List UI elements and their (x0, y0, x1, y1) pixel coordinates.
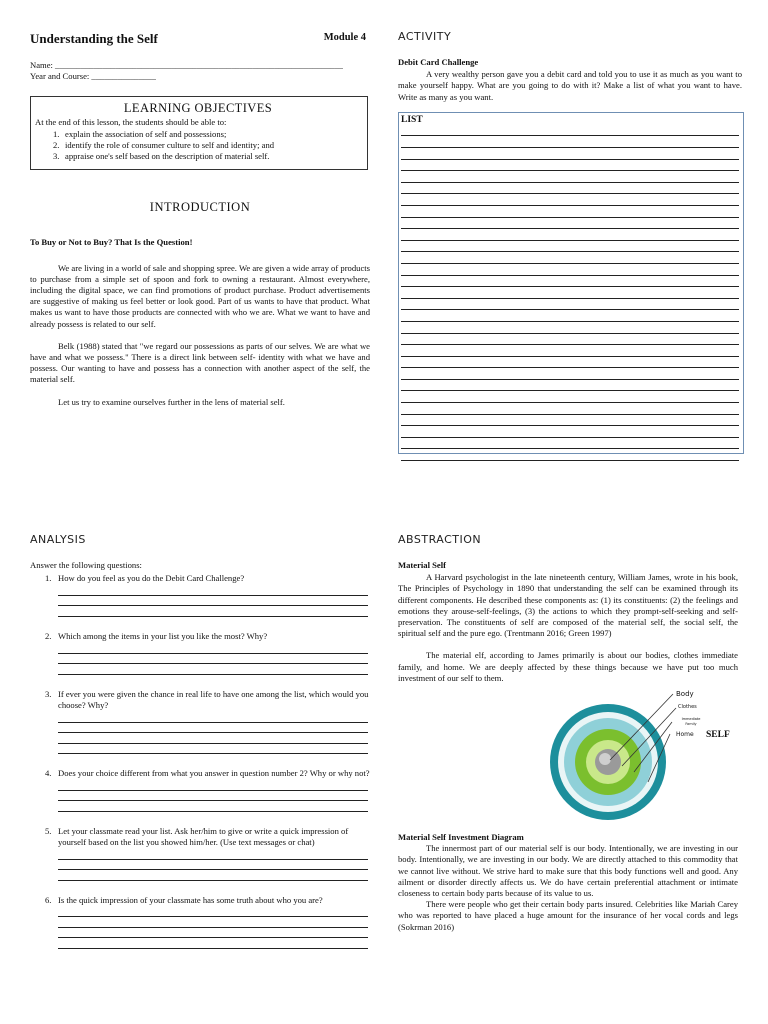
activity-subheading: Debit Card Challenge (398, 57, 479, 67)
answer-line[interactable] (58, 643, 368, 654)
list-entry-line[interactable] (401, 380, 739, 392)
left-bottom-column (30, 533, 370, 949)
diagram-title: Material Self Investment Diagram (398, 832, 524, 843)
list-entry-line[interactable] (401, 194, 739, 206)
answer-lines[interactable] (58, 643, 370, 675)
question-number: 3. (45, 688, 52, 699)
abstraction-paragraph-4: There were people who get their certain body parts insured. Celebrities like Mariah Carey who was reported to have placed a huge amount for the insurance of her vocal cords and legs (Sokrman 2016) (398, 899, 738, 932)
list-entry-line[interactable] (401, 310, 739, 322)
concentric-rings-graphic (398, 690, 738, 830)
answer-line[interactable] (58, 849, 368, 860)
objective-item: 2. identify the role of consumer culture to self and identity; and (53, 139, 275, 150)
list-entry-line[interactable] (401, 136, 739, 148)
objective-item: 1. explain the association of self and possessions; (53, 128, 227, 139)
question-text: Is the quick impression of your classmate has some truth about who you are? (58, 894, 323, 905)
list-entry-line[interactable] (401, 345, 739, 357)
analysis-questions (30, 573, 370, 949)
analysis-question (30, 573, 370, 617)
introduction-heading: INTRODUCTION (149, 200, 251, 215)
question-number: 1. (45, 573, 52, 584)
answer-line[interactable] (58, 723, 368, 734)
abstraction-heading: ABSTRACTION (398, 533, 482, 546)
answer-lines[interactable] (58, 585, 370, 617)
page-header (30, 30, 370, 46)
activity-instructions: A very wealthy person gave you a debit card and told you to use it as much as you want to make yourself happy. What are you going to do with it? Make a list of what you want to have. Write as many as you want. (398, 69, 742, 102)
list-entry-line[interactable] (401, 148, 739, 160)
list-entry-line[interactable] (401, 276, 739, 288)
diagram-label-family: Immediate Family (681, 717, 701, 727)
abstraction-paragraph-2: The material elf, according to James primarily is about our bodies, clothes immediate family, and home. We are deeply affected by these things because we have put too much investment of our self to them. (398, 650, 738, 683)
question-number: 6. (45, 894, 52, 905)
answer-line[interactable] (58, 870, 368, 881)
list-label: LIST (401, 114, 423, 125)
answer-line[interactable] (58, 606, 368, 617)
name-field[interactable]: Name: ___________________________________________________________________ (30, 60, 343, 70)
question-number: 2. (45, 630, 52, 641)
activity-heading: ACTIVITY (398, 30, 452, 43)
answer-line[interactable] (58, 801, 368, 812)
list-entry-line[interactable] (401, 183, 739, 195)
objective-item: 3. appraise one's self based on the description of material self. (53, 151, 270, 162)
list-entry-line[interactable] (401, 334, 739, 346)
answer-line[interactable] (58, 733, 368, 744)
answer-lines[interactable] (58, 849, 370, 881)
list-entry-line[interactable] (401, 322, 739, 334)
diagram-label-clothes: Clothes (678, 704, 697, 711)
answer-line[interactable] (58, 585, 368, 596)
answer-lines[interactable] (58, 712, 370, 754)
list-lines[interactable] (401, 125, 739, 461)
left-top-column (30, 30, 370, 408)
list-entry-line[interactable] (401, 357, 739, 369)
intro-paragraph-1: We are living in a world of sale and shopping spree. We are given a wide array of products to purchase from a simple set of spoon and fork to owning a restaurant. Almost everywhere, including the digital space, we can find promotions of product purchase. Product advertisements are suggestive of making us feel better or look good. Part of us wants to have that product. What makes us want to have those products are connected with who we are. What we want to have and already possess is related to our self. (30, 262, 370, 329)
diagram-label-body: Body (676, 690, 694, 699)
answer-line[interactable] (58, 928, 368, 939)
answer-line[interactable] (58, 791, 368, 802)
answer-lines[interactable] (58, 907, 370, 949)
list-entry-line[interactable] (401, 287, 739, 299)
intro-paragraph-2: Belk (1988) stated that "we regard our possessions as parts of our selves. We are what we have and what we possess." There is a direct link between self- identity with what we have and possess. Our wanting to have and possess has a connection with another aspect of the self, the material self. (30, 340, 370, 385)
diagram-label-home: Home (676, 731, 694, 739)
question-text: Let your classmate read your list. Ask her/him to give or write a quick impression of yourself based on the list you showed him/her. (Use text messages or chat) (58, 825, 349, 847)
objectives-list (53, 129, 361, 163)
answer-line[interactable] (58, 860, 368, 871)
list-entry-line[interactable] (401, 252, 739, 264)
answer-lines[interactable] (58, 780, 370, 812)
list-entry-line[interactable] (401, 241, 739, 253)
objectives-intro: At the end of this lesson, the students should be able to: (35, 117, 227, 128)
document-title: Understanding the Self (30, 31, 158, 46)
intro-paragraph-3: Let us try to examine ourselves further in the lens of material self. (58, 396, 285, 407)
list-entry-line[interactable] (401, 218, 739, 230)
list-entry-line[interactable] (401, 426, 739, 438)
list-entry-line[interactable] (401, 449, 739, 461)
answer-line[interactable] (58, 596, 368, 607)
abstraction-paragraph-1: A Harvard psychologist in the late nineteenth century, William James, wrote in his book, The Principles of Psychology in 1890 that understanding the self can be examined through its different components. He described these components as: (1) its constituents: (2) the feelings and emotions they arouse-self-feelings, (3) the actions to which they prompt-self-seeking and self-preservation. The constituents of self are composed of the material self, the social self, the spiritual self and the pure ego. (Trentmann 2016; Green 1997) (398, 572, 738, 639)
list-entry-line[interactable] (401, 264, 739, 276)
analysis-question (30, 895, 370, 949)
list-entry-line[interactable] (401, 160, 739, 172)
analysis-question (30, 631, 370, 675)
answer-line[interactable] (58, 938, 368, 949)
analysis-question (30, 768, 370, 812)
right-bottom-column (398, 533, 738, 933)
analysis-intro: Answer the following questions: (30, 560, 142, 570)
list-entry-line[interactable] (401, 125, 739, 137)
analysis-heading: ANALYSIS (30, 533, 86, 546)
module-label: Module 4 (323, 32, 366, 43)
learning-objectives-box (30, 96, 368, 170)
diagram-label-self: SELF (706, 730, 730, 741)
question-text: How do you feel as you do the Debit Card Challenge? (58, 573, 245, 584)
list-entry-line[interactable] (401, 403, 739, 415)
answer-line[interactable] (58, 664, 368, 675)
question-number: 5. (45, 825, 52, 836)
question-text: If ever you were given the chance in real life to have one among the list, which would you choose? Why? (58, 688, 369, 710)
introduction-subheading: To Buy or Not to Buy? That Is the Question! (30, 237, 193, 248)
list-box (398, 112, 744, 454)
list-entry-line[interactable] (401, 438, 739, 450)
analysis-question (30, 689, 370, 754)
answer-line[interactable] (58, 780, 368, 791)
question-number: 4. (45, 768, 52, 779)
list-entry-line[interactable] (401, 206, 739, 218)
answer-line[interactable] (58, 654, 368, 665)
list-entry-line[interactable] (401, 415, 739, 427)
answer-line[interactable] (58, 712, 368, 723)
answer-line[interactable] (58, 917, 368, 928)
list-entry-line[interactable] (401, 229, 739, 241)
right-top-column (398, 30, 742, 454)
list-entry-line[interactable] (401, 299, 739, 311)
question-text: Which among the items in your list you like the most? Why? (58, 630, 268, 641)
list-entry-line[interactable] (401, 368, 739, 380)
material-self-diagram (398, 690, 738, 830)
year-course-field[interactable]: Year and Course: _______________ (30, 71, 156, 82)
objectives-heading: LEARNING OBJECTIVES (123, 101, 273, 116)
material-self-subheading: Material Self (398, 560, 446, 570)
question-text: Does your choice different from what you answer in question number 2? Why or why not? (58, 768, 370, 779)
answer-line[interactable] (58, 907, 368, 918)
answer-line[interactable] (58, 744, 368, 755)
list-entry-line[interactable] (401, 171, 739, 183)
abstraction-paragraph-3: The innermost part of our material self is our body. Intentionally, we are investing in our body. Intentionally, we are investing in our body. We are directly attached to this commodity that we cannot live without. We strive hard to make sure that this body functions well and good. Any ailment or disorder directly affects us. We do have certain preferential attachment or intimate closeness to certain body parts because of its value to us. (398, 843, 738, 899)
list-entry-line[interactable] (401, 391, 739, 403)
analysis-question (30, 826, 370, 881)
